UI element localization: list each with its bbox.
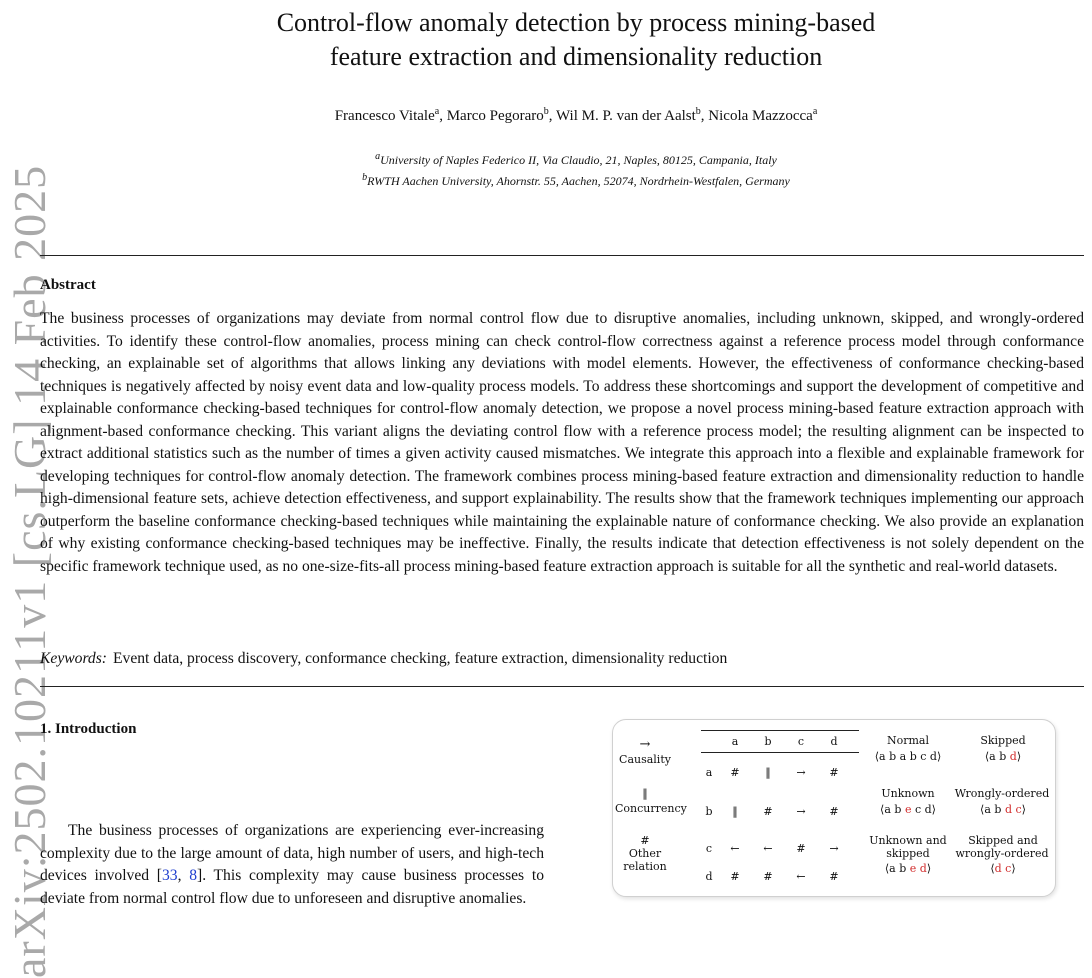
trace-text: ⟩ — [926, 862, 932, 875]
matrix-cell: ← — [796, 870, 806, 883]
normal-trace: ⟨a b a b c d⟩ — [874, 750, 942, 763]
keywords — [40, 650, 727, 668]
matrix-cell: # — [763, 870, 773, 883]
anomaly-highlight: d — [1009, 750, 1017, 763]
matrix-cell: # — [829, 805, 839, 818]
author-name: Marco Pegoraro — [446, 108, 544, 124]
matrix-cell: ← — [730, 842, 740, 855]
trace-text: ⟩ — [1021, 803, 1026, 816]
affiliation-mark: b — [362, 172, 368, 183]
skipped-wrong-trace — [953, 862, 1053, 875]
author-name: Wil M. P. van der Aalst — [555, 108, 696, 124]
matrix-col-header: c — [797, 735, 805, 748]
citation-link[interactable]: 8 — [189, 867, 197, 884]
causality-label: Causality — [619, 753, 671, 766]
arxiv-identifier: arXiv:2502.10211v1 [cs.LG] 14 Feb 2025 — [4, 164, 55, 978]
trace-text: ⟨a b — [880, 803, 905, 816]
intro-text: ]. This complexity may cause business processes to deviate from normal control flow due to unforeseen and disruptive anomalies. — [40, 867, 544, 907]
matrix-cell: → — [796, 805, 806, 818]
affiliation-b — [60, 169, 1092, 190]
affiliation-mark: b — [543, 106, 549, 117]
matrix-cell: ← — [763, 842, 773, 855]
intro-paragraph — [40, 820, 544, 910]
matrix-cell: → — [796, 766, 806, 779]
title-line-1: Control-flow anomaly detection by process mining-based — [276, 8, 876, 37]
citation-link[interactable]: 33 — [161, 867, 178, 884]
trace-text: ⟨ — [990, 862, 995, 875]
normal-trace-label: Normal — [886, 734, 929, 747]
unknown-skipped-label-2: skipped — [886, 847, 930, 860]
trace-text: c d⟩ — [911, 803, 936, 816]
intro-text: The business processes of organizations are experiencing ever-increasing complexity due to the large amount of data, high number of users, and high-tech devices involved [ — [40, 822, 544, 884]
affiliation-mark: b — [695, 106, 701, 117]
top-rule — [40, 255, 1084, 256]
anomaly-highlight: d c — [994, 862, 1012, 875]
author-name: Francesco Vitale — [334, 108, 435, 124]
abstract-heading: Abstract — [40, 277, 96, 293]
unknown-trace-label: Unknown — [881, 787, 935, 800]
matrix-row-header: a — [705, 766, 713, 779]
causality-symbol: → — [639, 737, 651, 752]
matrix-cell: ‖ — [732, 805, 738, 818]
matrix-col-header: d — [830, 735, 838, 748]
affiliation-a — [60, 148, 1092, 169]
keywords-text: Event data, process discovery, conformance checking, feature extraction, dimensionality reduction — [113, 650, 728, 667]
matrix-col-header: a — [731, 735, 739, 748]
affiliation-mark: a — [434, 106, 440, 117]
matrix-cell: # — [796, 842, 806, 855]
author-name: Nicola Mazzocca — [708, 108, 813, 124]
matrix-cell: → — [829, 842, 839, 855]
affiliation-mark: a — [375, 151, 381, 162]
skipped-trace-label: Skipped — [980, 734, 1026, 747]
anomaly-highlight: d c — [1004, 803, 1022, 816]
unknown-trace — [863, 803, 953, 816]
matrix-cell: # — [730, 766, 740, 779]
relation-figure — [612, 719, 1056, 897]
matrix-cell: # — [829, 766, 839, 779]
matrix-col-header: b — [764, 735, 772, 748]
abstract-text: The business processes of organizations may deviate from normal control flow due to disruptive anomalies, including unknown, skipped, and wrongly-ordered activities. To identify these control-flow anomalies, process mining can check control-flow correctness against a reference process model through conformance checking, an explainable set of algorithms that allows linking any deviations with model elements. However, the effectiveness of conformance checking-based techniques is negatively affected by noisy event data and low-quality process models. To address these shortcomings and support the development of competitive and explainable conformance checking-based techniques for control-flow anomaly detection, we propose a novel process mining-based feature extraction approach with alignment-based conformance checking. This variant aligns the deviating control flow with a reference process model; the resulting alignment can be inspected to extract additional statistics such as the number of times a given activity caused mismatches. We integrate this approach into a flexible and explainable framework for developing techniques for control-flow anomaly detection. The framework combines process mining-based feature extraction and dimensionality reduction to handle high-dimensional feature sets, achieve detection effectiveness, and support explainability. The results show that the framework techniques implementing our approach outperform the baseline conformance checking-based techniques while maintaining the explainable nature of conformance checking. We also provide an explanation of why existing conformance checking-based techniques may be ineffective. Finally, the results indicate that detection effectiveness is not solely dependent on the specific framework technique used, as no one-size-fits-all process mining-based feature extraction approach is suitable for all the synthetic and real-world datasets. — [40, 310, 1084, 575]
skipped-wrong-label-1: Skipped and — [968, 834, 1038, 847]
affiliation-mark: a — [812, 106, 818, 117]
wrongly-ordered-trace — [953, 803, 1053, 816]
matrix-row-header: c — [705, 842, 713, 855]
skipped-wrong-label-2: wrongly-ordered — [955, 847, 1049, 860]
wrongly-ordered-trace-label: Wrongly-ordered — [954, 787, 1050, 800]
affiliations — [60, 148, 1092, 190]
matrix-cell: # — [763, 805, 773, 818]
matrix-cell: # — [730, 870, 740, 883]
trace-text: ⟨a b — [984, 750, 1010, 763]
other-relation-symbol: # — [640, 834, 650, 847]
affiliation-text: RWTH Aachen University, Ahornstr. 55, Aachen, 52074, Nordrhein-Westfalen, Germany — [367, 174, 790, 188]
citation-separator: , — [177, 867, 190, 884]
unknown-skipped-trace — [863, 862, 953, 875]
paper-title — [60, 6, 1092, 74]
affiliation-text: University of Naples Federico II, Via Claudio, 21, Naples, 80125, Campania, Italy — [380, 153, 777, 167]
bottom-rule — [40, 686, 1084, 687]
trace-text: ⟨a b — [884, 862, 910, 875]
matrix-row-header: b — [705, 805, 713, 818]
trace-text: ⟨a b — [980, 803, 1005, 816]
anomaly-highlight: e d — [909, 862, 927, 875]
skipped-trace — [953, 750, 1053, 763]
section-heading: 1. Introduction — [40, 721, 137, 737]
trace-text: ⟩ — [1011, 862, 1016, 875]
anomaly-highlight: e — [904, 803, 912, 816]
title-line-2: feature extraction and dimensionality reduction — [329, 42, 823, 71]
matrix-row-header: d — [705, 870, 713, 883]
matrix-header-rule — [701, 752, 859, 753]
matrix-cell: ‖ — [765, 766, 771, 779]
unknown-skipped-label-1: Unknown and — [869, 834, 947, 847]
trace-text: ⟩ — [1016, 750, 1022, 763]
concurrency-symbol: ‖ — [642, 787, 648, 800]
matrix-top-rule — [701, 730, 859, 731]
matrix-cell: # — [829, 870, 839, 883]
keywords-label: Keywords: — [40, 650, 107, 667]
concurrency-label: Concurrency — [615, 802, 687, 815]
author-list: Francesco Vitale$^a$, Marco Pegoraro$^b$, Wil M. P. van der Aalst$^b$, Nicola Mazzocca$^a$ — [334, 106, 818, 124]
other-relation-label: Other relation — [623, 847, 667, 873]
